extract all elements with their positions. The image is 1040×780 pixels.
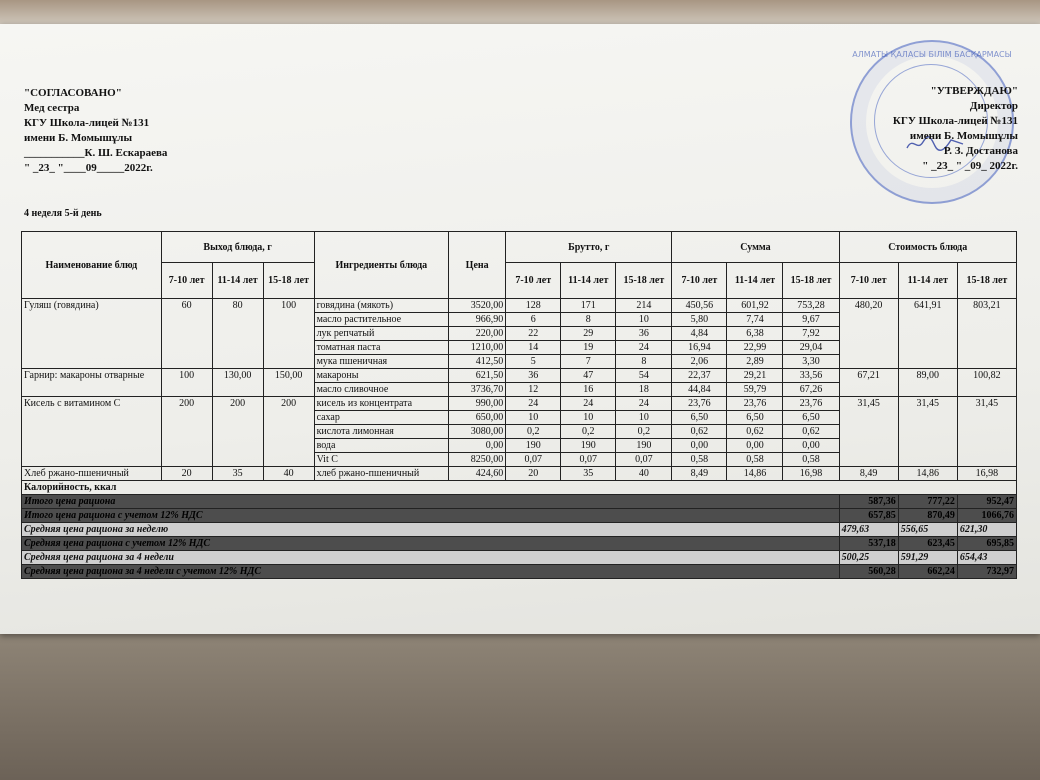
dish-cost: 16,98	[957, 467, 1016, 481]
ingredient-gross: 6	[506, 313, 561, 327]
ingredient-sum: 33,56	[783, 369, 839, 383]
total-row	[22, 495, 1017, 509]
approval-role: Мед сестра	[24, 102, 80, 114]
approval-title: "УТВЕРЖДАЮ"	[930, 85, 1018, 97]
ingredient-gross: 24	[616, 397, 672, 411]
total-value: 500,25	[839, 551, 898, 565]
header-yield: Выход блюда, г	[161, 232, 314, 263]
approval-block-left	[24, 86, 167, 176]
ingredient-name: Vit C	[314, 453, 449, 467]
ingredient-sum: 6,50	[783, 411, 839, 425]
total-value: 623,45	[898, 537, 957, 551]
ingredient-gross: 190	[561, 439, 616, 453]
ingredient-name: говядина (мякоть)	[314, 299, 449, 313]
total-row	[22, 551, 1017, 565]
ingredient-gross: 5	[506, 355, 561, 369]
ingredient-gross: 0,07	[506, 453, 561, 467]
ingredient-name: вода	[314, 439, 449, 453]
age-header: 15-18 лет	[616, 263, 672, 299]
background-bottom	[0, 630, 1040, 780]
ingredient-sum: 0,00	[672, 439, 727, 453]
ingredient-sum: 2,89	[727, 355, 783, 369]
total-label: Средняя цена рациона за 4 недели с учетом 12% НДС	[22, 565, 840, 579]
dish-cost: 8,49	[839, 467, 898, 481]
ingredient-sum: 0,62	[727, 425, 783, 439]
header-sum: Сумма	[672, 232, 839, 263]
approval-title: "СОГЛАСОВАНО"	[24, 87, 122, 99]
ingredient-gross: 190	[506, 439, 561, 453]
ingredient-sum: 22,37	[672, 369, 727, 383]
ingredient-gross: 36	[506, 369, 561, 383]
age-header: 11-14 лет	[561, 263, 616, 299]
table-row	[22, 369, 1017, 383]
approval-date: " _23_ " _09_ 2022г.	[922, 160, 1018, 172]
ingredient-gross: 214	[616, 299, 672, 313]
ingredient-gross: 24	[506, 397, 561, 411]
total-value: 952,47	[957, 495, 1016, 509]
age-header: 15-18 лет	[263, 263, 314, 299]
approval-org-name: имени Б. Момышұлы	[24, 132, 133, 144]
total-row	[22, 509, 1017, 523]
dish-cost: 89,00	[898, 369, 957, 397]
dish-cost: 31,45	[957, 397, 1016, 467]
ingredient-sum: 7,74	[727, 313, 783, 327]
dish-name: Кисель с витамином С	[22, 397, 162, 467]
approval-org: КГУ Школа-лицей №131	[892, 115, 1018, 127]
total-value: 479,63	[839, 523, 898, 537]
total-value: 591,29	[898, 551, 957, 565]
ingredient-price: 621,50	[449, 369, 506, 383]
header-cost: Стоимость блюда	[839, 232, 1016, 263]
age-header: 7-10 лет	[672, 263, 727, 299]
dish-yield: 80	[212, 299, 263, 369]
ingredient-gross: 0,2	[561, 425, 616, 439]
ingredient-sum: 67,26	[783, 383, 839, 397]
ingredient-price: 3080,00	[449, 425, 506, 439]
ingredient-gross: 35	[561, 467, 616, 481]
ingredient-gross: 190	[616, 439, 672, 453]
calories-label: Калорийность, ккал	[22, 481, 1017, 495]
dish-cost: 803,21	[957, 299, 1016, 369]
ingredient-sum: 0,58	[672, 453, 727, 467]
ingredient-gross: 7	[561, 355, 616, 369]
approval-org: КГУ Школа-лицей №131	[24, 117, 150, 129]
dish-yield: 100	[263, 299, 314, 369]
dish-cost: 641,91	[898, 299, 957, 369]
ingredient-sum: 23,76	[783, 397, 839, 411]
total-value: 556,65	[898, 523, 957, 537]
ingredient-sum: 23,76	[672, 397, 727, 411]
total-value: 537,18	[839, 537, 898, 551]
ingredient-price: 966,90	[449, 313, 506, 327]
ingredient-price: 412,50	[449, 355, 506, 369]
ingredient-sum: 23,76	[727, 397, 783, 411]
ingredient-gross: 128	[506, 299, 561, 313]
total-value: 777,22	[898, 495, 957, 509]
dish-cost: 14,86	[898, 467, 957, 481]
ingredient-sum: 8,49	[672, 467, 727, 481]
total-value: 587,36	[839, 495, 898, 509]
dish-yield: 150,00	[263, 369, 314, 397]
stamp-text: АЛМАТЫ ҚАЛАСЫ БІЛІМ БАСҚАРМАСЫ	[852, 50, 1012, 59]
dish-yield: 200	[212, 397, 263, 467]
ingredient-sum: 0,00	[727, 439, 783, 453]
ingredient-gross: 18	[616, 383, 672, 397]
calories-row	[22, 481, 1017, 495]
ingredient-gross: 22	[506, 327, 561, 341]
ingredient-price: 3736,70	[449, 383, 506, 397]
ingredient-sum: 6,38	[727, 327, 783, 341]
ingredient-sum: 9,67	[783, 313, 839, 327]
ingredient-gross: 24	[561, 397, 616, 411]
header-price: Цена	[449, 232, 506, 299]
table-row	[22, 397, 1017, 411]
dish-yield: 130,00	[212, 369, 263, 397]
ingredient-gross: 0,2	[506, 425, 561, 439]
ingredient-gross: 10	[506, 411, 561, 425]
ingredient-sum: 16,98	[783, 467, 839, 481]
ingredient-gross: 20	[506, 467, 561, 481]
ingredient-sum: 5,80	[672, 313, 727, 327]
ingredient-sum: 4,84	[672, 327, 727, 341]
total-value: 1066,76	[957, 509, 1016, 523]
dish-cost: 31,45	[839, 397, 898, 467]
ingredient-gross: 0,07	[561, 453, 616, 467]
total-label: Средняя цена рациона за неделю	[22, 523, 840, 537]
header-gross: Брутто, г	[506, 232, 672, 263]
total-value: 870,49	[898, 509, 957, 523]
total-label: Средняя цена рациона за 4 недели	[22, 551, 840, 565]
ingredient-name: кислота лимонная	[314, 425, 449, 439]
ingredient-sum: 29,21	[727, 369, 783, 383]
ingredient-sum: 29,04	[783, 341, 839, 355]
ingredient-price: 1210,00	[449, 341, 506, 355]
ingredient-gross: 36	[616, 327, 672, 341]
age-header: 11-14 лет	[898, 263, 957, 299]
approval-block-right	[860, 84, 1018, 174]
ingredient-sum: 59,79	[727, 383, 783, 397]
age-header: 11-14 лет	[727, 263, 783, 299]
dish-yield: 40	[263, 467, 314, 481]
dish-cost: 100,82	[957, 369, 1016, 397]
ingredient-gross: 171	[561, 299, 616, 313]
ingredient-name: хлеб ржано-пшеничный	[314, 467, 449, 481]
approval-role: Директор	[969, 100, 1018, 112]
dish-cost: 31,45	[898, 397, 957, 467]
table-row	[22, 467, 1017, 481]
ingredient-gross: 47	[561, 369, 616, 383]
ingredient-sum: 22,99	[727, 341, 783, 355]
ingredient-sum: 0,58	[727, 453, 783, 467]
ingredient-sum: 6,50	[672, 411, 727, 425]
ingredient-sum: 7,92	[783, 327, 839, 341]
ingredient-name: томатная паста	[314, 341, 449, 355]
dish-name: Гуляш (говядина)	[22, 299, 162, 369]
approval-signer: ___________К. Ш. Ескараева	[24, 147, 168, 159]
ingredient-gross: 10	[561, 411, 616, 425]
ingredient-gross: 54	[616, 369, 672, 383]
ingredient-sum: 44,84	[672, 383, 727, 397]
ingredient-sum: 450,56	[672, 299, 727, 313]
day-label: 4 неделя 5-й день	[24, 208, 102, 219]
ingredient-gross: 8	[561, 313, 616, 327]
ingredient-sum: 0,00	[783, 439, 839, 453]
ingredient-name: мука пшеничная	[314, 355, 449, 369]
total-row	[22, 537, 1017, 551]
dish-yield: 200	[161, 397, 212, 467]
age-header: 11-14 лет	[212, 263, 263, 299]
menu-table	[21, 231, 1017, 579]
ingredient-name: макароны	[314, 369, 449, 383]
approval-signer: Р. З. Достанова	[943, 145, 1018, 157]
menu-body	[22, 299, 1017, 579]
ingredient-sum: 16,94	[672, 341, 727, 355]
ingredient-gross: 12	[506, 383, 561, 397]
total-value: 560,28	[839, 565, 898, 579]
ingredient-gross: 8	[616, 355, 672, 369]
total-value: 654,43	[957, 551, 1016, 565]
dish-yield: 100	[161, 369, 212, 397]
ingredient-gross: 14	[506, 341, 561, 355]
ingredient-price: 3520,00	[449, 299, 506, 313]
ingredient-price: 990,00	[449, 397, 506, 411]
ingredient-name: сахар	[314, 411, 449, 425]
ingredient-sum: 0,62	[672, 425, 727, 439]
ingredient-gross: 19	[561, 341, 616, 355]
ingredient-sum: 753,28	[783, 299, 839, 313]
age-header: 7-10 лет	[506, 263, 561, 299]
age-header: 15-18 лет	[957, 263, 1016, 299]
total-row	[22, 523, 1017, 537]
ingredient-gross: 29	[561, 327, 616, 341]
dish-cost: 480,20	[839, 299, 898, 369]
ingredient-sum: 3,30	[783, 355, 839, 369]
ingredient-price: 8250,00	[449, 453, 506, 467]
total-value: 662,24	[898, 565, 957, 579]
total-label: Средняя цена рациона с учетом 12% НДС	[22, 537, 840, 551]
ingredient-price: 0,00	[449, 439, 506, 453]
approval-org-name: имени Б. Момышұлы	[909, 130, 1018, 142]
ingredient-price: 424,60	[449, 467, 506, 481]
ingredient-sum: 0,62	[783, 425, 839, 439]
ingredient-name: масло растительное	[314, 313, 449, 327]
total-value: 695,85	[957, 537, 1016, 551]
dish-cost: 67,21	[839, 369, 898, 397]
ingredient-gross: 40	[616, 467, 672, 481]
age-header: 7-10 лет	[839, 263, 898, 299]
total-value: 732,97	[957, 565, 1016, 579]
dish-yield: 200	[263, 397, 314, 467]
approval-date: " _23_ "____09_____2022г.	[24, 162, 153, 174]
ingredient-price: 650,00	[449, 411, 506, 425]
ingredient-gross: 0,2	[616, 425, 672, 439]
header-ingredients: Ингредиенты блюда	[314, 232, 449, 299]
ingredient-name: кисель из концентрата	[314, 397, 449, 411]
total-value: 657,85	[839, 509, 898, 523]
ingredient-gross: 0,07	[616, 453, 672, 467]
ingredient-sum: 601,92	[727, 299, 783, 313]
table-row	[22, 299, 1017, 313]
ingredient-sum: 14,86	[727, 467, 783, 481]
ingredient-name: лук репчатый	[314, 327, 449, 341]
ingredient-name: масло сливочное	[314, 383, 449, 397]
ingredient-sum: 2,06	[672, 355, 727, 369]
dish-name: Хлеб ржано-пшеничный	[22, 467, 162, 481]
total-value: 621,30	[957, 523, 1016, 537]
ingredient-price: 220,00	[449, 327, 506, 341]
dish-name: Гарнир: макароны отварные	[22, 369, 162, 397]
total-row	[22, 565, 1017, 579]
age-header: 7-10 лет	[161, 263, 212, 299]
total-label: Итого цена рациона с учетом 12% НДС	[22, 509, 840, 523]
total-label: Итого цена рациона	[22, 495, 840, 509]
ingredient-gross: 10	[616, 411, 672, 425]
ingredient-gross: 16	[561, 383, 616, 397]
ingredient-gross: 24	[616, 341, 672, 355]
dish-yield: 35	[212, 467, 263, 481]
ingredient-sum: 0,58	[783, 453, 839, 467]
header-dish: Наименование блюд	[22, 232, 162, 299]
ingredient-sum: 6,50	[727, 411, 783, 425]
dish-yield: 60	[161, 299, 212, 369]
ingredient-gross: 10	[616, 313, 672, 327]
age-header: 15-18 лет	[783, 263, 839, 299]
dish-yield: 20	[161, 467, 212, 481]
